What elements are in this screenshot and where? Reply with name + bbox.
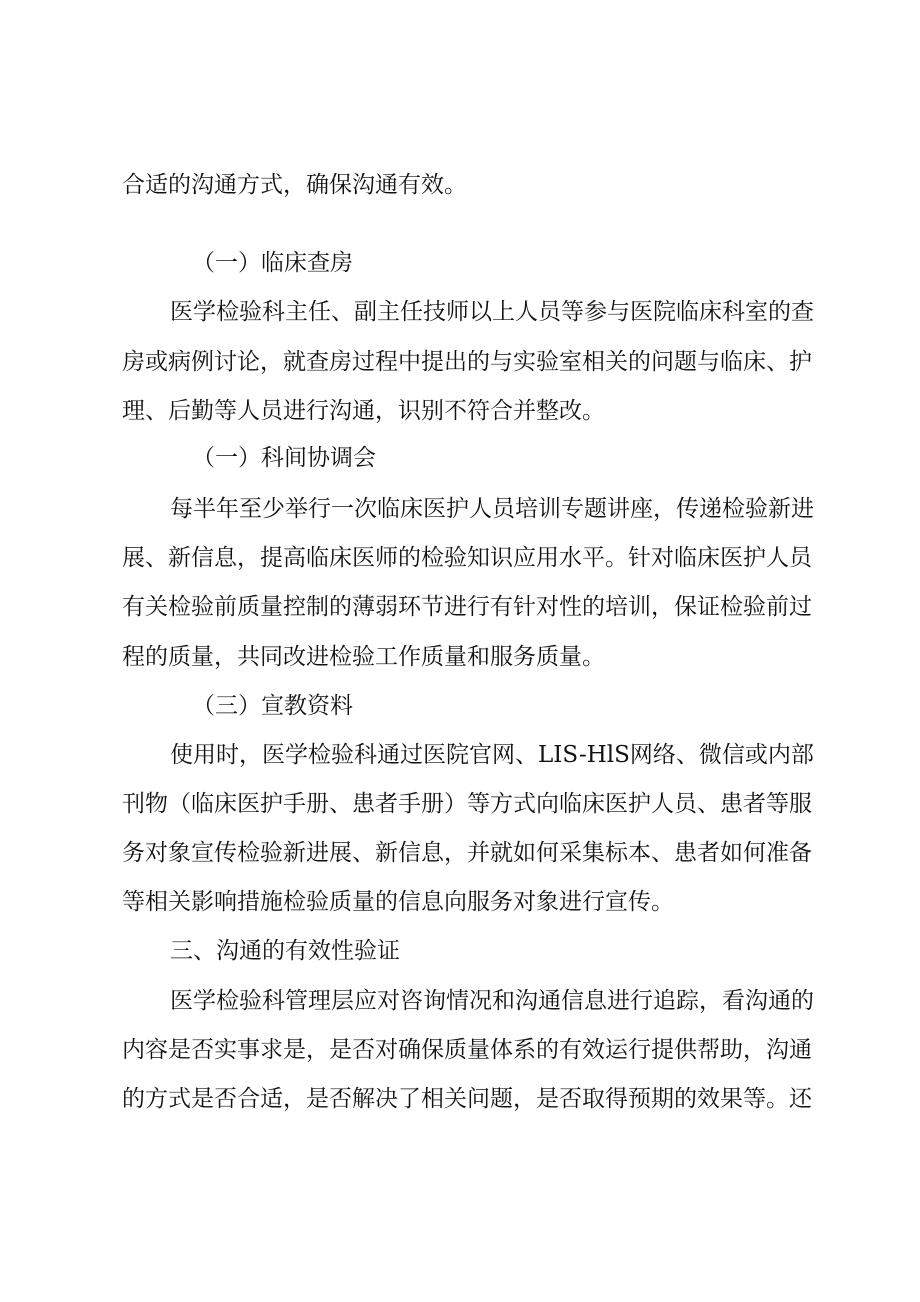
section-heading: （一）临床查房 xyxy=(192,250,353,276)
paragraph-line: 使用时，医学检验科通过医院官网、LIS-HlS网络、微信或内部 xyxy=(170,742,814,768)
paragraph-line: 有关检验前质量控制的薄弱环节进行有针对性的培训，保证检验前过 xyxy=(122,594,812,620)
paragraph-line: 等相关影响措施检验质量的信息向服务对象进行宣传。 xyxy=(122,889,674,915)
paragraph-line: 每半年至少举行一次临床医护人员培训专题讲座，传递检验新进 xyxy=(170,496,814,522)
paragraph-line: 的方式是否合适，是否解决了相关问题，是否取得预期的效果等。还 xyxy=(122,1086,812,1112)
paragraph-line: 务对象宣传检验新进展、新信息，并就如何采集标本、患者如何准备 xyxy=(122,840,812,866)
paragraph-line: 理、后勤等人员进行沟通，识别不符合并整改。 xyxy=(122,398,605,424)
paragraph-line: 医学检验科主任、副主任技师以上人员等参与医院临床科室的查 xyxy=(170,299,814,325)
paragraph-line: 合适的沟通方式，确保沟通有效。 xyxy=(122,172,467,198)
paragraph-line: 程的质量，共同改进检验工作质量和服务质量。 xyxy=(122,644,605,670)
paragraph-line: 展、新信息，提高临床医师的检验知识应用水平。针对临床医护人员 xyxy=(122,545,812,571)
section-heading: （三）宣教资料 xyxy=(192,693,353,719)
paragraph-line: 内容是否实事求是，是否对确保质量体系的有效运行提供帮助，沟通 xyxy=(122,1037,812,1063)
section-heading: 三、沟通的有效性验证 xyxy=(170,938,400,964)
section-heading: （一）科间协调会 xyxy=(192,445,376,471)
paragraph-line: 房或病例讨论，就查房过程中提出的与实验室相关的问题与临床、护 xyxy=(122,349,812,375)
paragraph-line: 刊物（临床医护手册、患者手册）等方式向临床医护人员、患者等服 xyxy=(122,791,812,817)
paragraph-line: 医学检验科管理层应对咨询情况和沟通信息进行追踪，看沟通的 xyxy=(170,988,814,1014)
